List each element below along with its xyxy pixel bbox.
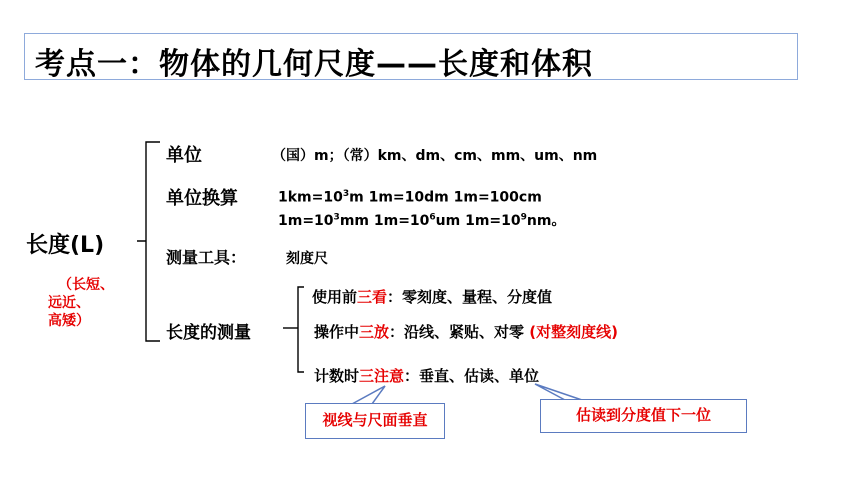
tool-content: 刻度尺 xyxy=(286,251,328,267)
measure-during: 操作中三放：沿线、紧贴、对零 (对整刻度线) xyxy=(314,323,618,341)
tool-label: 测量工具： xyxy=(166,248,247,267)
callout-right: 估读到分度值下一位 xyxy=(540,399,747,433)
root-note-line: 远近、 xyxy=(48,295,90,311)
root-note xyxy=(48,276,114,330)
measure-reading: 计数时三注意：垂直、估读、单位 xyxy=(314,367,540,385)
conversion-line-1: $1km=10^3m$ 1m=10dm 1m=100cm xyxy=(278,189,542,206)
right-callout-pointer xyxy=(535,384,582,400)
page-title: 考点一：物体的几何尺度——长度和体积 xyxy=(35,47,593,82)
left-callout-pointer xyxy=(352,386,385,404)
root-note-line: 高矮） xyxy=(48,313,90,329)
main-bracket xyxy=(137,142,160,341)
measure-label: 长度的测量 xyxy=(166,323,251,343)
measure-bracket xyxy=(298,287,304,372)
root-label: 长度(L) xyxy=(26,233,105,258)
root-note-line: （长短、 xyxy=(58,277,114,293)
callout-left: 视线与尺面垂直 xyxy=(305,403,445,439)
conversion-label: 单位换算 xyxy=(166,188,238,209)
measure-before: 使用前三看：零刻度、量程、分度值 xyxy=(312,288,553,306)
conversion-line-2: $1m=10^3mm$ $1m=10^6um$ $1m=10^9nm$。 xyxy=(278,212,566,229)
unit-content: （国）m；（常）km、dm、cm、mm、um、nm xyxy=(272,148,598,164)
unit-label: 单位 xyxy=(166,145,202,166)
